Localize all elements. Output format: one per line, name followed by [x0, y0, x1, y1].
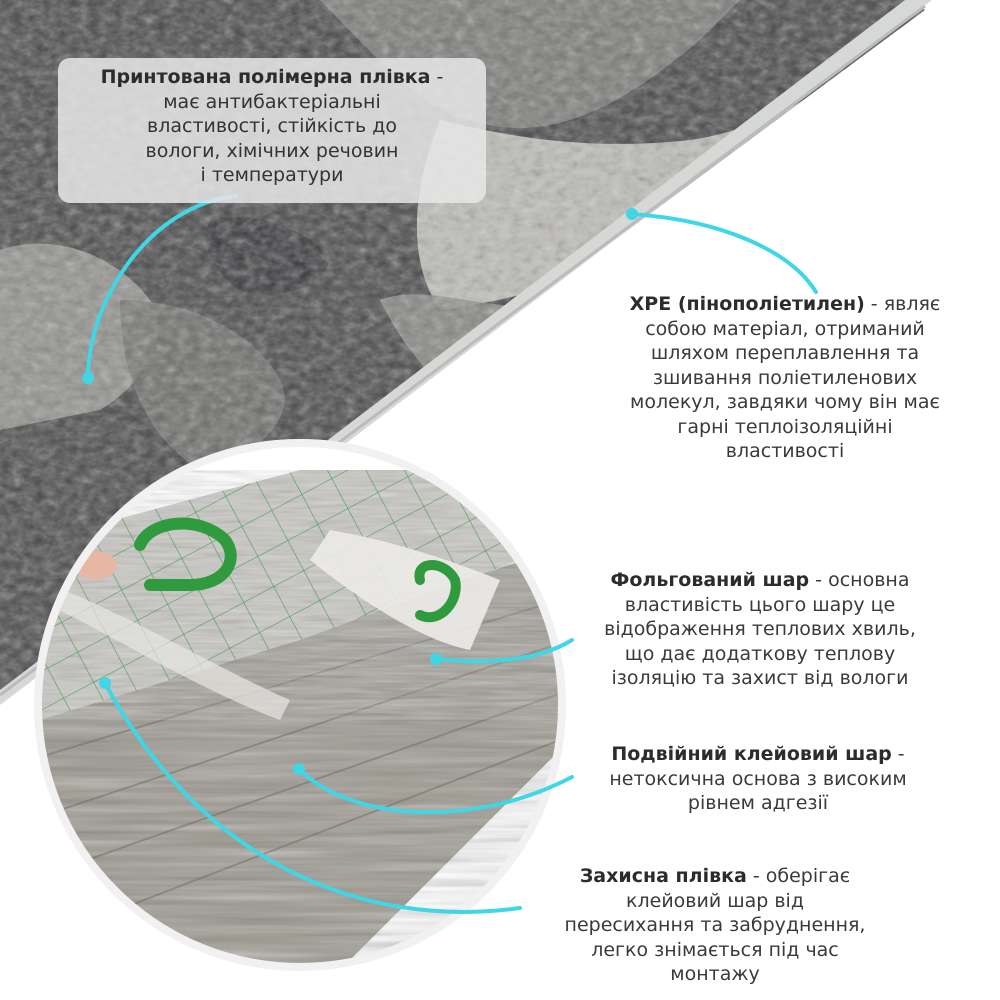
callout-sep: - основна [809, 569, 910, 591]
callout-line: вологи, хімічних речовин [145, 139, 399, 162]
callout-title: Подвійний клейовий шар [611, 743, 892, 765]
callout-line: гарні теплоізоляційні [677, 415, 893, 438]
callout-line: монтажу [670, 963, 760, 985]
callout-line: відображення теплових хвиль, [604, 618, 916, 640]
callout-line: собою матеріал, отриманий [645, 317, 925, 340]
callout-title: Фольгований шар [610, 569, 810, 591]
callout-line: молекул, завдяки чому він має [630, 391, 940, 413]
callout-title: Принтована полімерна плівка [100, 66, 431, 88]
callout-title: ХРЕ (пінополіетилен) [629, 293, 865, 315]
callout-sep: - [430, 66, 444, 88]
callout-line: властивості, стійкість до [147, 115, 397, 137]
callout-line: властивості [725, 440, 845, 462]
callout-line: що дає додаткову теплову [624, 642, 896, 665]
callout-sep: - оберігає [746, 865, 851, 887]
callout-glue [562, 742, 954, 816]
callout-line: має антибактеріальні [163, 90, 381, 113]
callout-line: і температури [200, 164, 344, 186]
callout-line: рівнем адгезії [687, 792, 829, 814]
leader-xpe [632, 214, 816, 292]
callout-line: шляхом переплавлення та [650, 342, 920, 364]
callout-line: легко знімається під час [591, 938, 839, 961]
callout-line: нетоксична основа з високим [609, 767, 907, 790]
callout-line: ізоляцію та захист від вологи [611, 667, 909, 689]
callout-line: зшивання поліетиленових [652, 366, 918, 389]
callout-protective-film [510, 864, 920, 987]
callout-line: властивість цього шару це [624, 593, 896, 616]
callout-sep: - [891, 743, 905, 765]
callout-line: пересихання та забруднення, [564, 914, 866, 936]
callout-foil [560, 568, 960, 691]
callout-line: клейовий шар від [626, 889, 804, 912]
callout-printed-film [58, 58, 486, 203]
callout-sep: - являє [864, 293, 941, 315]
callout-title: Захисна плівка [579, 865, 747, 887]
callout-xpe [590, 292, 980, 464]
